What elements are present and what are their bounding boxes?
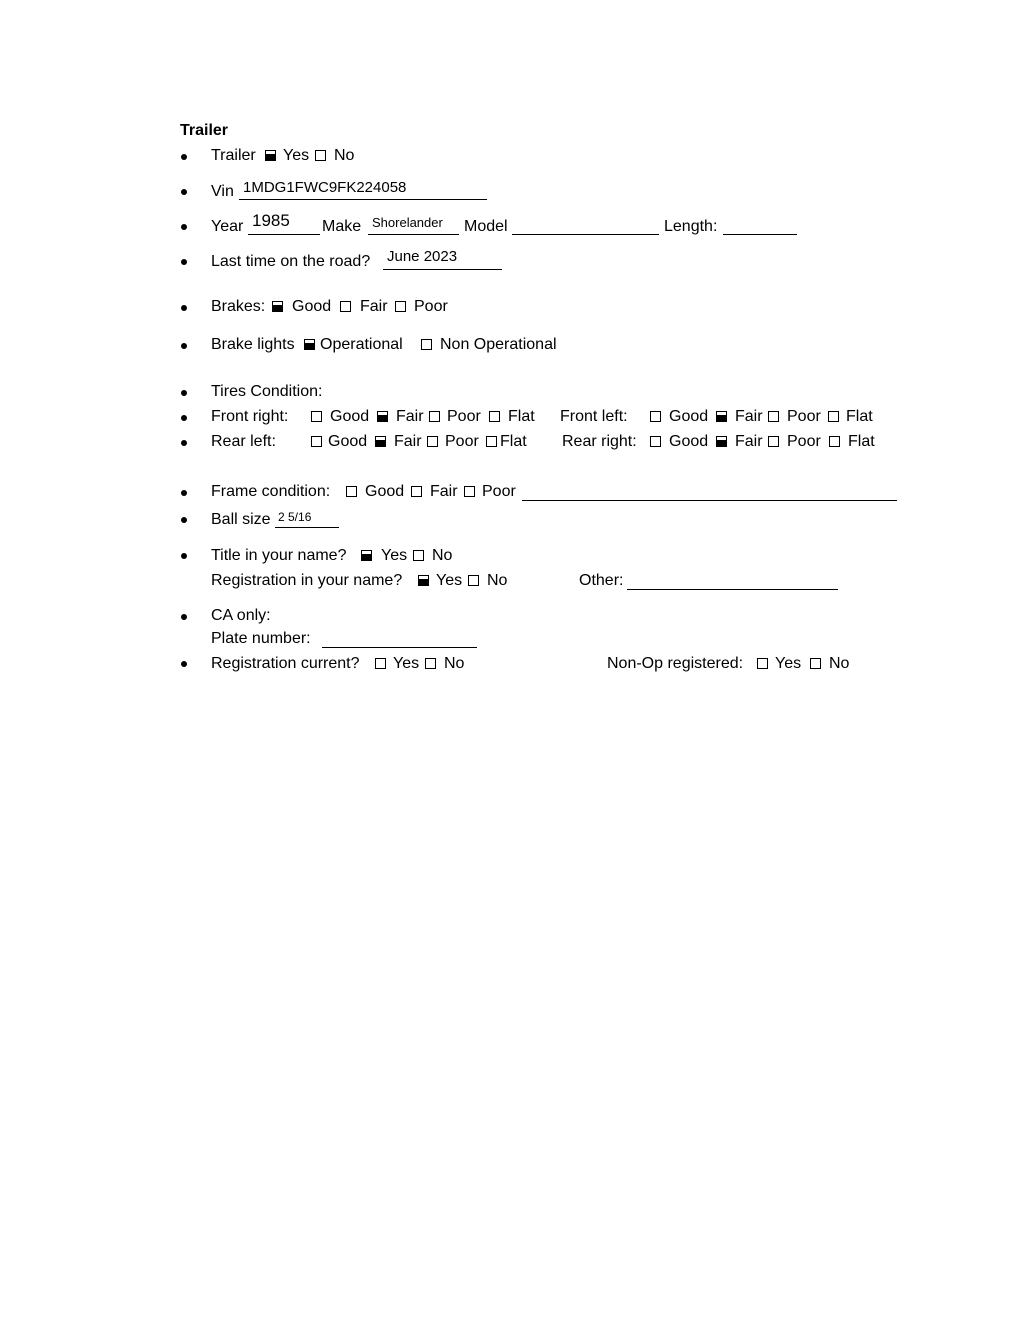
brakes-poor-label: Poor xyxy=(414,298,448,315)
title-yes-label: Yes xyxy=(381,547,408,564)
frame-condition-label: Frame condition: xyxy=(211,483,331,500)
make-underline xyxy=(368,234,459,235)
title-no-label: No xyxy=(432,547,453,564)
plate-number-underline xyxy=(322,647,477,648)
registration-no-label: No xyxy=(487,572,508,589)
frame-good-label: Good xyxy=(365,483,405,500)
front-left-label: Front left: xyxy=(560,408,628,425)
front-left-good-checkbox[interactable] xyxy=(650,411,661,422)
trailer-label: Trailer xyxy=(211,147,256,164)
front-left-fair-checkbox[interactable] xyxy=(716,411,727,422)
year-underline xyxy=(248,234,320,235)
frame-notes-underline[interactable] xyxy=(522,500,897,501)
rear-left-fair-checkbox[interactable] xyxy=(375,436,386,447)
plate-number-label: Plate number: xyxy=(211,630,311,647)
bullet xyxy=(181,154,187,160)
brakes-fair-label: Fair xyxy=(360,298,388,315)
registration-yes-checkbox[interactable] xyxy=(418,575,429,586)
bullet xyxy=(181,189,187,195)
rear-right-good-label: Good xyxy=(669,433,709,450)
ball-size-label: Ball size xyxy=(211,511,271,528)
year-field[interactable]: 1985 xyxy=(252,211,290,230)
rear-right-good-checkbox[interactable] xyxy=(650,436,661,447)
frame-poor-checkbox[interactable] xyxy=(464,486,475,497)
front-right-flat-label: Flat xyxy=(508,408,535,425)
front-left-good-label: Good xyxy=(669,408,709,425)
title-yes-checkbox[interactable] xyxy=(361,550,372,561)
rear-left-flat-label: Flat xyxy=(500,433,527,450)
last-time-label: Last time on the road? xyxy=(211,253,371,270)
bullet xyxy=(181,440,187,446)
frame-poor-label: Poor xyxy=(482,483,516,500)
front-right-fair-label: Fair xyxy=(396,408,424,425)
trailer-yes-label: Yes xyxy=(283,147,310,164)
title-no-checkbox[interactable] xyxy=(413,550,424,561)
brakes-fair-checkbox[interactable] xyxy=(340,301,351,312)
bullet xyxy=(181,553,187,559)
registration-current-no-label: No xyxy=(444,655,465,672)
front-right-label: Front right: xyxy=(211,408,289,425)
frame-fair-checkbox[interactable] xyxy=(411,486,422,497)
bullet xyxy=(181,343,187,349)
bullet xyxy=(181,614,187,620)
registration-no-checkbox[interactable] xyxy=(468,575,479,586)
ball-size-field[interactable]: 2 5/16 xyxy=(278,510,312,524)
brakes-good-checkbox[interactable] xyxy=(272,301,283,312)
tires-condition-label: Tires Condition: xyxy=(211,383,323,400)
rear-left-good-label: Good xyxy=(328,433,368,450)
registration-yes-label: Yes xyxy=(436,572,463,589)
title-in-name-label: Title in your name? xyxy=(211,547,347,564)
bullet xyxy=(181,517,187,523)
rear-right-fair-label: Fair xyxy=(735,433,763,450)
rear-right-flat-checkbox[interactable] xyxy=(829,436,840,447)
trailer-no-label: No xyxy=(334,147,355,164)
front-left-flat-checkbox[interactable] xyxy=(828,411,839,422)
make-label: Make xyxy=(322,218,362,235)
vin-field[interactable]: 1MDG1FWC9FK224058 xyxy=(243,179,407,196)
brake-lights-non-operational-checkbox[interactable] xyxy=(421,339,432,350)
other-label: Other: xyxy=(579,572,624,589)
brakes-poor-checkbox[interactable] xyxy=(395,301,406,312)
section-title: Trailer xyxy=(180,122,229,139)
front-left-flat-label: Flat xyxy=(846,408,873,425)
bullet xyxy=(181,224,187,230)
trailer-no-checkbox[interactable] xyxy=(315,150,326,161)
non-op-yes-checkbox[interactable] xyxy=(757,658,768,669)
front-left-fair-label: Fair xyxy=(735,408,763,425)
rear-left-good-checkbox[interactable] xyxy=(311,436,322,447)
bullet xyxy=(181,490,187,496)
brake-lights-operational-checkbox[interactable] xyxy=(304,339,315,350)
frame-fair-label: Fair xyxy=(430,483,458,500)
front-right-good-label: Good xyxy=(330,408,370,425)
rear-right-fair-checkbox[interactable] xyxy=(716,436,727,447)
registration-current-label: Registration current? xyxy=(211,655,360,672)
registration-in-name-label: Registration in your name? xyxy=(211,572,403,589)
brake-lights-label: Brake lights xyxy=(211,336,295,353)
brake-lights-non-operational-label: Non Operational xyxy=(440,336,557,353)
bullet xyxy=(181,259,187,265)
vin-underline xyxy=(239,199,487,200)
brake-lights-operational-label: Operational xyxy=(320,336,403,353)
front-left-poor-checkbox[interactable] xyxy=(768,411,779,422)
rear-right-poor-label: Poor xyxy=(787,433,821,450)
front-left-poor-label: Poor xyxy=(787,408,821,425)
last-time-field[interactable]: June 2023 xyxy=(387,248,458,265)
brakes-label: Brakes: xyxy=(211,298,266,315)
other-underline xyxy=(627,589,838,590)
brakes-good-label: Good xyxy=(292,298,332,315)
registration-current-no-checkbox[interactable] xyxy=(425,658,436,669)
vin-label: Vin xyxy=(211,183,234,200)
frame-good-checkbox[interactable] xyxy=(346,486,357,497)
front-right-fair-checkbox[interactable] xyxy=(377,411,388,422)
last-time-underline xyxy=(383,269,502,270)
trailer-yes-checkbox[interactable] xyxy=(265,150,276,161)
front-right-poor-checkbox[interactable] xyxy=(429,411,440,422)
front-right-good-checkbox[interactable] xyxy=(311,411,322,422)
non-op-no-checkbox[interactable] xyxy=(810,658,821,669)
ca-only-label: CA only: xyxy=(211,607,271,624)
rear-right-poor-checkbox[interactable] xyxy=(768,436,779,447)
registration-current-yes-label: Yes xyxy=(393,655,420,672)
registration-current-yes-checkbox[interactable] xyxy=(375,658,386,669)
year-label: Year xyxy=(211,218,244,235)
ball-size-underline xyxy=(275,527,339,528)
non-op-registered-label: Non-Op registered: xyxy=(607,655,744,672)
model-underline xyxy=(512,234,659,235)
model-label: Model xyxy=(464,218,508,235)
bullet xyxy=(181,305,187,311)
front-right-poor-label: Poor xyxy=(447,408,481,425)
non-op-yes-label: Yes xyxy=(775,655,802,672)
bullet xyxy=(181,390,187,396)
rear-left-label: Rear left: xyxy=(211,433,276,450)
length-underline xyxy=(723,234,797,235)
rear-right-label: Rear right: xyxy=(562,433,637,450)
non-op-no-label: No xyxy=(829,655,850,672)
rear-left-flat-checkbox[interactable] xyxy=(486,436,497,447)
make-field[interactable]: Shorelander xyxy=(372,215,443,230)
length-label: Length: xyxy=(664,218,718,235)
bullet xyxy=(181,661,187,667)
rear-left-poor-label: Poor xyxy=(445,433,479,450)
rear-left-poor-checkbox[interactable] xyxy=(427,436,438,447)
rear-left-fair-label: Fair xyxy=(394,433,422,450)
bullet xyxy=(181,415,187,421)
front-right-flat-checkbox[interactable] xyxy=(489,411,500,422)
rear-right-flat-label: Flat xyxy=(848,433,875,450)
